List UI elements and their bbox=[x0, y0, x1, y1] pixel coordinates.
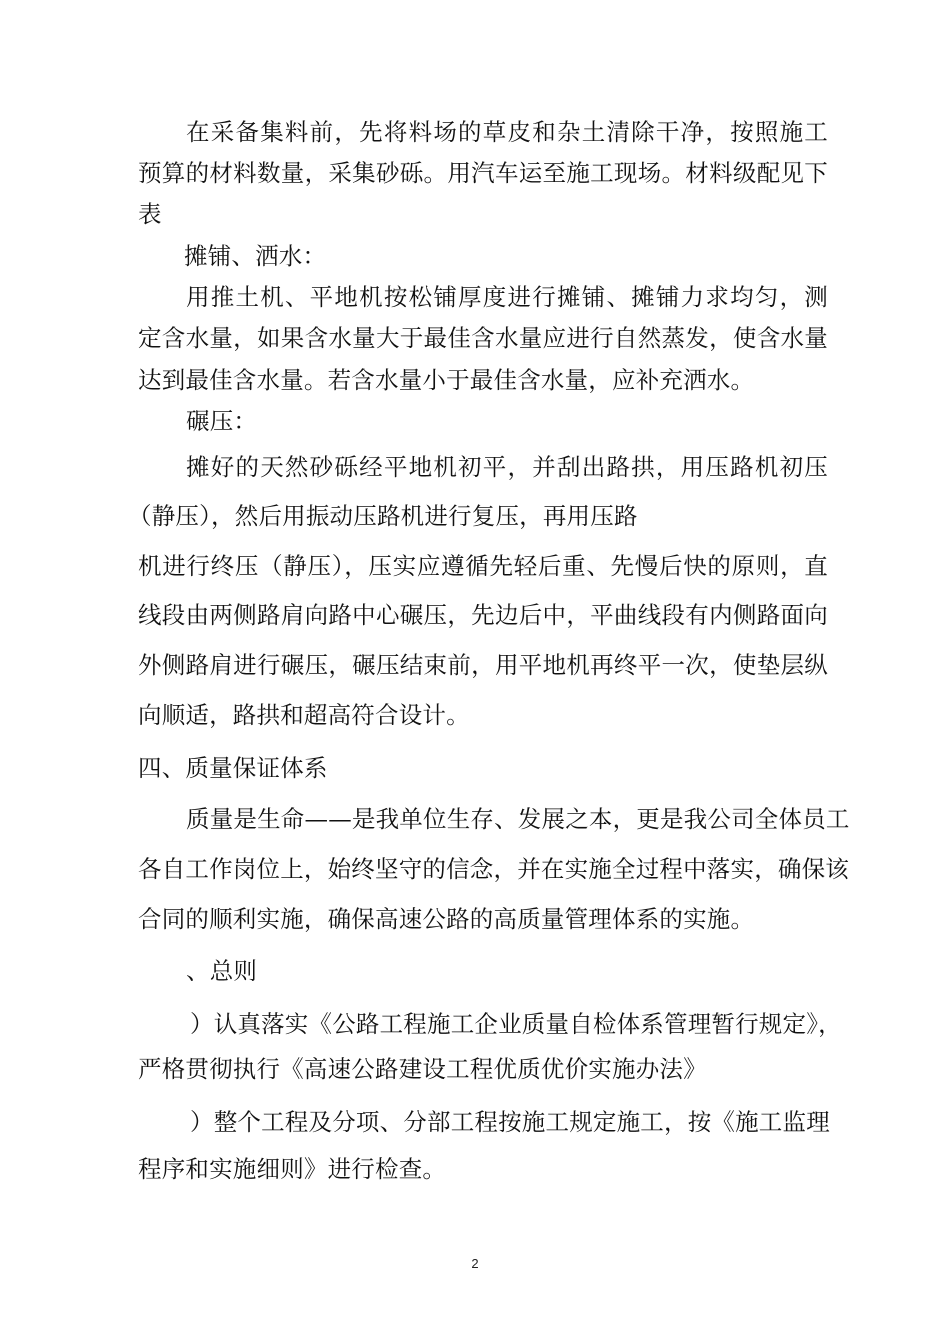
paragraph-line: 各自工作岗位上，始终坚守的信念，并在实施全过程中落实，确保该 bbox=[138, 855, 849, 883]
paragraph-line: ）认真落实《公路工程施工企业质量自检体系管理暂行规定》， bbox=[190, 1010, 842, 1038]
section-title: 四、质量保证体系 bbox=[138, 754, 328, 782]
paragraph-line: 表 bbox=[138, 200, 162, 228]
paragraph-line: 外侧路肩进行碾压，碾压结束前，用平地机再终平一次，使垫层纵 bbox=[138, 651, 828, 679]
paragraph-line: 严格贯彻执行《高速公路建设工程优质优价实施办法》 bbox=[138, 1055, 707, 1083]
paragraph-line: 线段由两侧路肩向路中心碾压，先边后中，平曲线段有内侧路面向 bbox=[138, 601, 828, 629]
paragraph-line: 向顺适，路拱和超高符合设计。 bbox=[138, 701, 470, 729]
paragraph-line: 质量是生命——是我单位生存、发展之本，更是我公司全体员工 bbox=[186, 805, 850, 833]
paragraph-line: 机进行终压（静压），压实应遵循先轻后重、先慢后快的原则，直 bbox=[138, 552, 828, 580]
paragraph-line: 达到最佳含水量。若含水量小于最佳含水量，应补充洒水。 bbox=[138, 366, 755, 394]
section-heading: 碾压： bbox=[186, 407, 258, 435]
page-number: 2 bbox=[471, 1256, 479, 1271]
paragraph-line: 在采备集料前，先将料场的草皮和杂土清除干净，按照施工 bbox=[186, 118, 828, 146]
paragraph-line: ）整个工程及分项、分部工程按施工规定施工，按《施工监理 bbox=[190, 1108, 830, 1136]
paragraph-line: 合同的顺利实施，确保高速公路的高质量管理体系的实施。 bbox=[138, 905, 755, 933]
paragraph-line: 预算的材料数量，采集砂砾。用汽车运至施工现场。材料级配见下 bbox=[138, 159, 828, 187]
paragraph-line: 摊好的天然砂砾经平地机初平，并刮出路拱，用压路机初压 bbox=[186, 453, 828, 481]
paragraph-line: 用推土机、平地机按松铺厚度进行摊铺、摊铺力求均匀，测 bbox=[186, 283, 828, 311]
paragraph-line: 定含水量，如果含水量大于最佳含水量应进行自然蒸发，使含水量 bbox=[138, 324, 828, 352]
paragraph-line: （静压），然后用振动压路机进行复压，再用压路 bbox=[128, 502, 638, 530]
paragraph-line: 程序和实施细则》进行检查。 bbox=[138, 1155, 447, 1183]
subsection-heading: 、总则 bbox=[186, 957, 258, 985]
section-heading: 摊铺、洒水： bbox=[184, 242, 327, 270]
